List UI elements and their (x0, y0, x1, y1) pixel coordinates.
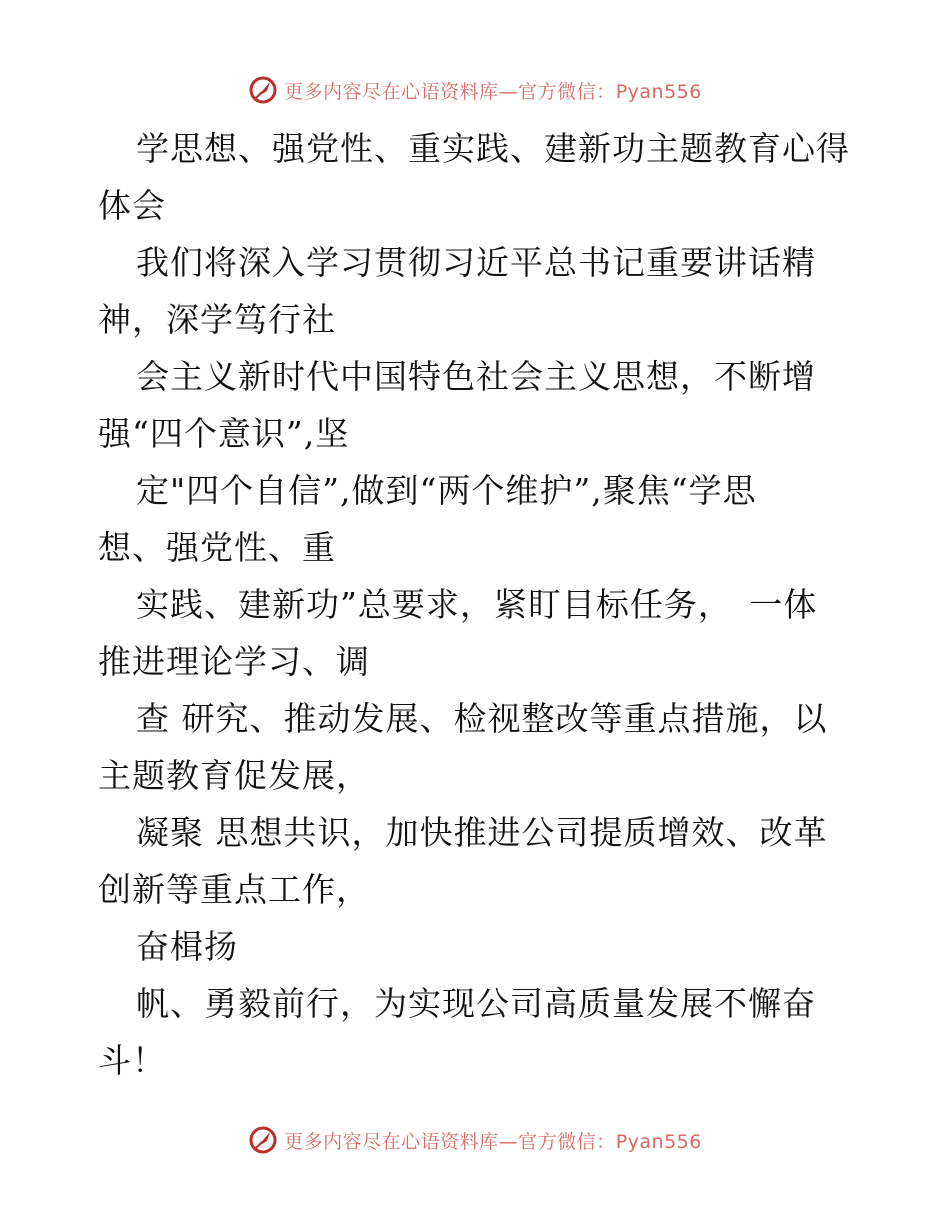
banner-dash: — (498, 80, 519, 103)
paragraph (98, 234, 858, 348)
paragraph-line: 强“四个意识”,坚 (98, 414, 350, 453)
banner-main-text: 更多内容尽在心语资料库 (284, 1130, 499, 1153)
paragraph-line: 学思想、强党性、重实践、建新功主题教育心得 (136, 129, 850, 168)
paragraph-line: 实践、建新功”总要求，紧盯目标任务， 一体 (136, 585, 818, 624)
paragraph (98, 804, 858, 918)
paragraph (98, 462, 858, 576)
paragraph (98, 690, 858, 804)
banner-main-text: 更多内容尽在心语资料库 (284, 80, 499, 103)
paragraph-line: 斗！ (98, 1041, 166, 1080)
banner-label: 官方微信： (518, 1130, 616, 1153)
paragraph-line: 我们将深入学习贯彻习近平总书记重要讲话精 (136, 243, 816, 282)
paragraph-line: 创新等重点工作， (98, 870, 370, 909)
footer-banner (0, 1120, 950, 1160)
paragraph-line: 神，深学笃行社 (98, 300, 336, 339)
quill-logo-icon (248, 75, 278, 105)
banner-text (284, 1127, 702, 1154)
banner-wechat-id: Pyan556 (615, 1130, 702, 1153)
paragraph (98, 975, 858, 1089)
paragraph-line: 查 研究、推动发展、检视整改等重点措施，以 (136, 699, 828, 738)
header-banner (0, 70, 950, 110)
paragraph-line: 奋楫扬 (136, 927, 238, 966)
paragraph-line: 定"四个自信”,做到“两个维护”,聚焦“学思 (136, 471, 757, 510)
paragraph (98, 348, 858, 462)
banner-wechat-id: Pyan556 (615, 80, 702, 103)
banner-dash: — (498, 1130, 519, 1153)
banner-label: 官方微信： (518, 80, 616, 103)
paragraph-line: 体会 (98, 186, 166, 225)
paragraph (98, 918, 858, 975)
quill-logo-icon (248, 1125, 278, 1155)
paragraph (98, 576, 858, 690)
paragraph-line: 想、强党性、重 (98, 528, 336, 567)
banner-text (284, 77, 702, 104)
paragraph-line: 凝聚 思想共识，加快推进公司提质增效、改革 (136, 813, 828, 852)
paragraph-title (98, 120, 858, 234)
paragraph-line: 主题教育促发展， (98, 756, 370, 795)
document-body (98, 120, 858, 1089)
paragraph-line: 推进理论学习、调 (98, 642, 370, 681)
paragraph-line: 帆、勇毅前行，为实现公司高质量发展不懈奋 (136, 984, 816, 1023)
paragraph-line: 会主义新时代中国特色社会主义思想，不断增 (136, 357, 816, 396)
